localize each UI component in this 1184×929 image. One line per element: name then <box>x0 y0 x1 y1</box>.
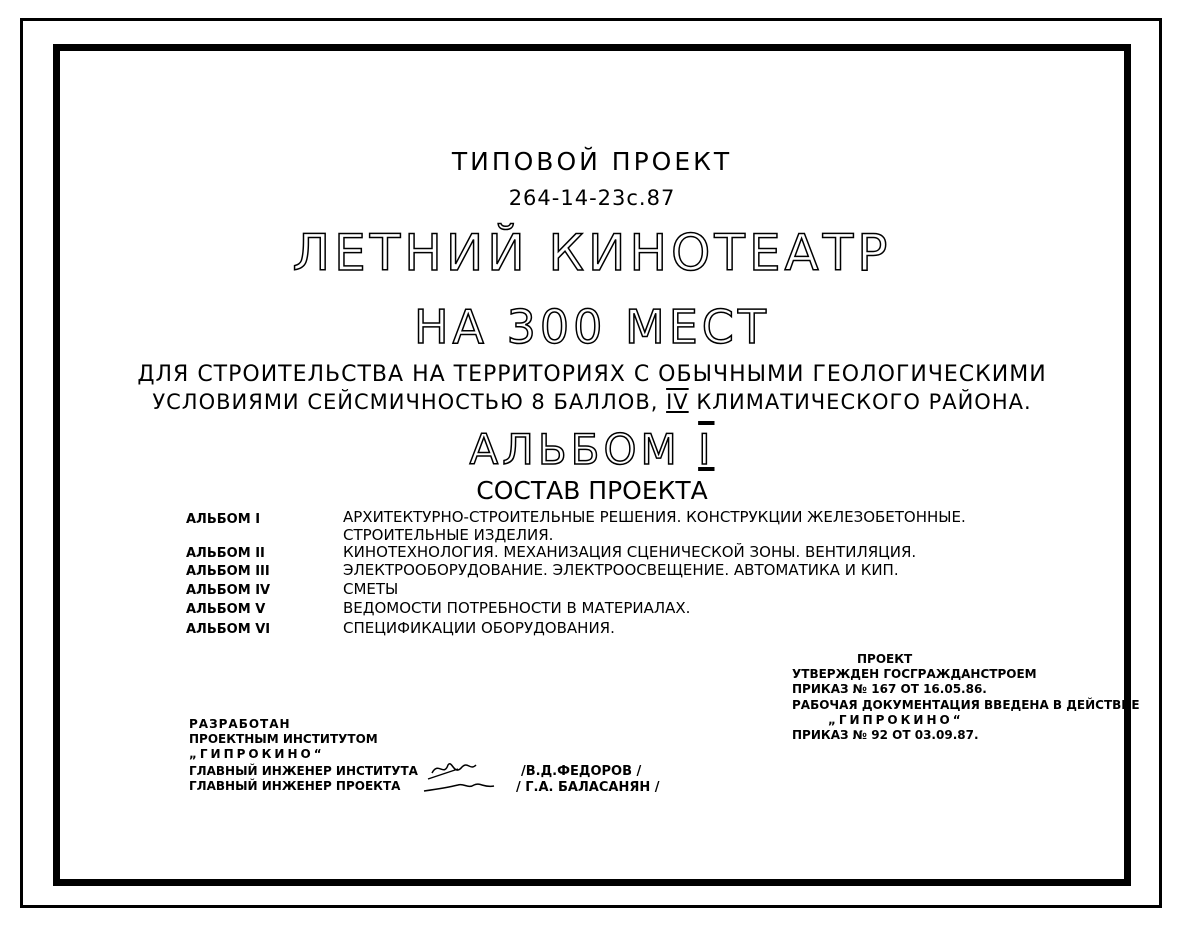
approval-line6: ПРИКАЗ № 92 ОТ 03.09.87. <box>792 728 979 742</box>
approval-line1: ПРОЕКТ <box>857 652 913 666</box>
contents-desc-2: КИНОТЕХНОЛОГИЯ. МЕХАНИЗАЦИЯ СЦЕНИЧЕСКОЙ ЗОНЫ. ВЕНТИЛЯЦИЯ. <box>343 543 917 561</box>
contents-label-5: АЛЬБОМ V <box>186 602 266 617</box>
approval-line3: ПРИКАЗ № 167 ОТ 16.05.86. <box>792 682 987 696</box>
developer-line3: „ГИПРОКИНО“ <box>189 747 325 761</box>
album-roman: I <box>698 425 715 474</box>
contents-label-6: АЛЬБОМ VI <box>186 622 271 637</box>
contents-desc-3: ЭЛЕКТРООБОРУДОВАНИЕ. ЭЛЕКТРООСВЕЩЕНИЕ. АВТОМАТИКА И КИП. <box>343 561 899 579</box>
signature-1 <box>418 755 498 797</box>
contents-desc-4: СМЕТЫ <box>343 580 399 598</box>
climate-roman: IV <box>666 390 689 414</box>
developer-line2: ПРОЕКТНЫМ ИНСТИТУТОМ <box>189 732 378 746</box>
subtitle-line2 <box>0 390 1184 414</box>
signature-name-1: /В.Д.ФЕДОРОВ / <box>521 764 642 779</box>
subtitle-line2-b: КЛИМАТИЧЕСКОГО РАЙОНА. <box>696 390 1032 414</box>
contents-desc-1b: СТРОИТЕЛЬНЫЕ ИЗДЕЛИЯ. <box>343 526 554 544</box>
album-label: АЛЬБОМ <box>469 425 681 474</box>
contents-label-2: АЛЬБОМ II <box>186 546 265 561</box>
album-heading <box>0 425 1184 474</box>
signature-name-2: / Г.А. БАЛАСАНЯН / <box>516 780 660 795</box>
subtitle-line1: ДЛЯ СТРОИТЕЛЬСТВА НА ТЕРРИТОРИЯХ С ОБЫЧНЫМИ ГЕОЛОГИЧЕСКИМИ <box>137 362 1047 387</box>
doc-type: ТИПОВОЙ ПРОЕКТ <box>451 147 733 176</box>
project-code: 264-14-23с.87 <box>508 186 676 210</box>
developer-line5: ГЛАВНЫЙ ИНЖЕНЕР ПРОЕКТА <box>189 779 401 793</box>
contents-label-1: АЛЬБОМ I <box>186 512 261 527</box>
approval-line4: РАБОЧАЯ ДОКУМЕНТАЦИЯ ВВЕДЕНА В ДЕЙСТВИЕ <box>792 698 1140 712</box>
developer-line1: РАЗРАБОТАН <box>189 717 291 731</box>
contents-label-3: АЛЬБОМ III <box>186 564 270 579</box>
capacity-title: НА 300 МЕСТ <box>413 300 771 354</box>
page-title: ЛЕТНИЙ КИНОТЕАТР <box>292 224 892 282</box>
contents-title: СОСТАВ ПРОЕКТА <box>476 476 708 505</box>
subtitle-line2-a: УСЛОВИЯМИ СЕЙСМИЧНОСТЬЮ 8 БАЛЛОВ, <box>152 390 659 414</box>
approval-line2: УТВЕРЖДЕН ГОСГРАЖДАНСТРОЕМ <box>792 667 1037 681</box>
approval-line5: „ГИПРОКИНО“ <box>828 713 964 727</box>
contents-desc-6: СПЕЦИФИКАЦИИ ОБОРУДОВАНИЯ. <box>343 619 615 637</box>
contents-label-4: АЛЬБОМ IV <box>186 583 271 598</box>
contents-desc-5: ВЕДОМОСТИ ПОТРЕБНОСТИ В МАТЕРИАЛАХ. <box>343 599 691 617</box>
contents-desc-1: АРХИТЕКТУРНО-СТРОИТЕЛЬНЫЕ РЕШЕНИЯ. КОНСТРУКЦИИ ЖЕЛЕЗОБЕТОННЫЕ. <box>343 508 966 526</box>
developer-line4: ГЛАВНЫЙ ИНЖЕНЕР ИНСТИТУТА <box>189 764 418 778</box>
